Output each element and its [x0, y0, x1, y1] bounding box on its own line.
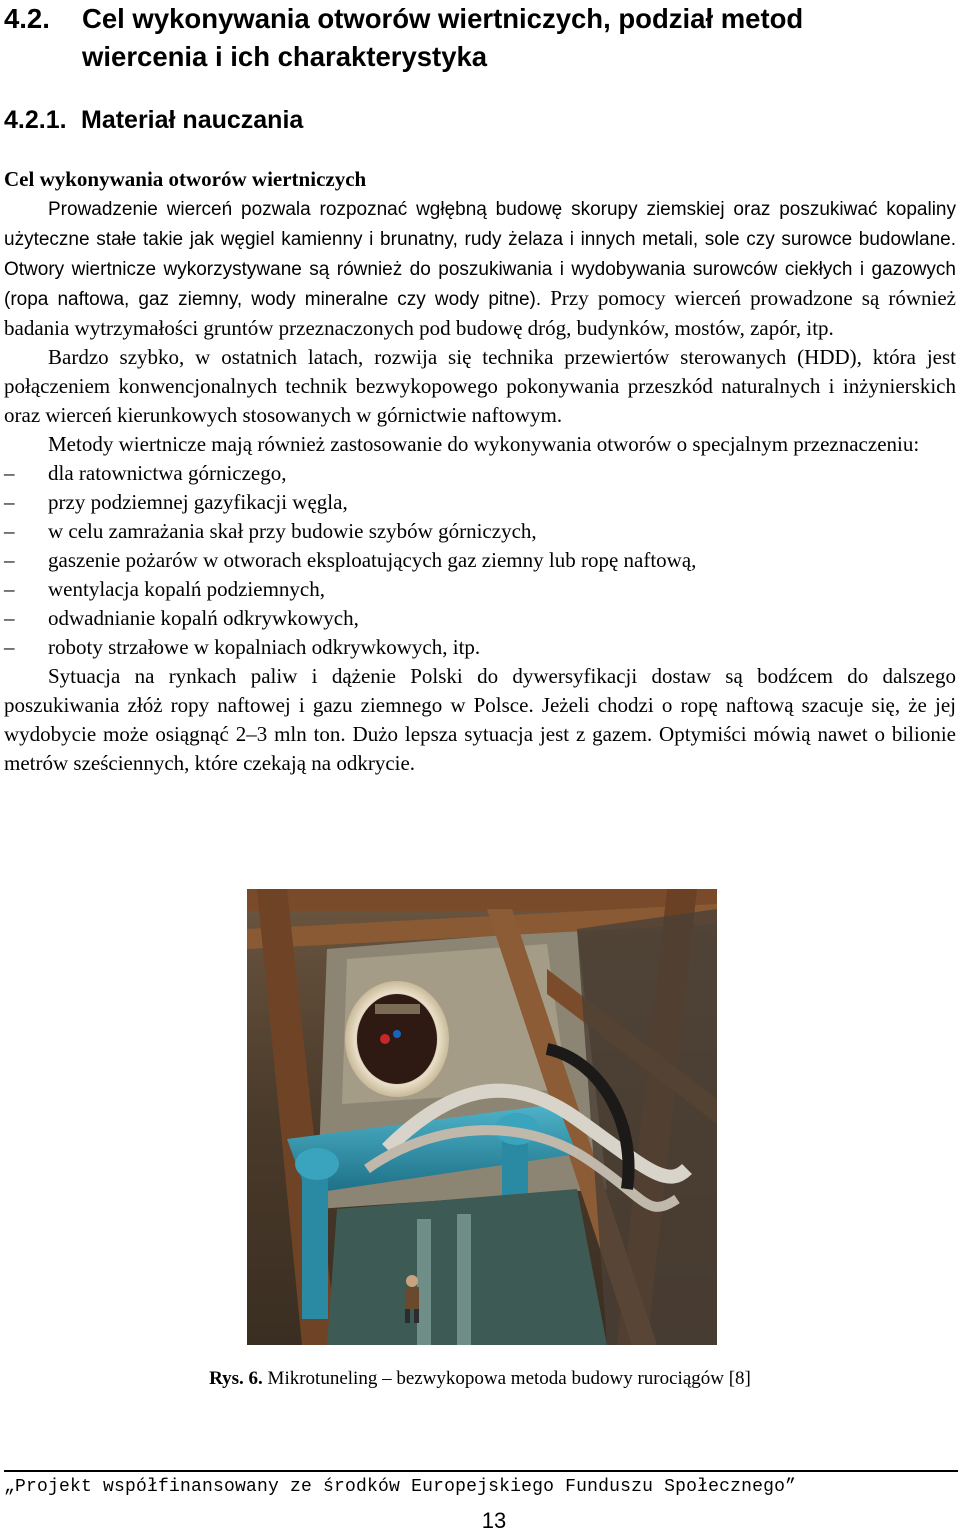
list-item-text: dla ratownictwa górniczego, — [48, 461, 287, 485]
paragraph-2: Bardzo szybko, w ostatnich latach, rozwija się technika przewiertów sterowanych (HDD), która jest połączeniem konwencjonalnych technik bezwykopowego pokonywania przeszkód naturalnych i inżynierskich oraz wierceń kierunkowych stosowanych w górnictwie naftowym. — [4, 345, 956, 427]
microtunneling-photo-drawing — [247, 889, 717, 1345]
list-item-text: przy podziemnej gazyfikacji węgla, — [48, 490, 348, 514]
page-number: 13 — [481, 1508, 507, 1533]
list-item-text: w celu zamrażania skał przy budowie szybów górniczych, — [48, 519, 537, 543]
paragraph-1-serif: Przy pomocy wierceń prowadzone są również badania wytrzymałości gruntów przeznaczonych pod budowę dróg, budynków, mostów, zapór, itp. — [4, 286, 956, 340]
footer-divider — [4, 1470, 958, 1472]
list-item — [4, 546, 956, 575]
figure-caption — [4, 1366, 956, 1392]
list-item — [4, 517, 956, 546]
list-item — [4, 604, 956, 633]
subsection-heading-text: Materiał nauczania — [81, 106, 304, 134]
figure-caption-text: Mikrotuneling – bezwykopowa metoda budowy rurociągów [8] — [267, 1368, 751, 1389]
paragraph-1 — [4, 194, 956, 343]
section-title: Cel wykonywania otworów wiertniczych — [4, 167, 367, 191]
list-item-text: roboty strzałowe w kopalniach odkrywkowych, itp. — [48, 635, 481, 659]
microtunneling-photo — [247, 889, 717, 1345]
list-dash: – — [4, 635, 15, 659]
subsection-heading-number: 4.2.1. — [4, 106, 67, 134]
list-item — [4, 488, 956, 517]
subsection-heading — [4, 101, 303, 139]
list-item — [4, 633, 956, 662]
list-item-text: gaszenie pożarów w otworach eksploatujących gaz ziemny lub ropę naftową, — [48, 548, 697, 572]
paragraph-3: Metody wiertnicze mają również zastosowanie do wykonywania otworów o specjalnym przeznaczeniu: — [48, 432, 920, 456]
list-dash: – — [4, 519, 15, 543]
purpose-list — [4, 459, 956, 662]
section-heading-line2: wiercenia i ich charakterystyka — [82, 41, 488, 72]
document-page — [4, 0, 956, 1533]
list-dash: – — [4, 606, 15, 630]
list-item — [4, 459, 956, 488]
section-heading — [4, 0, 956, 76]
list-dash: – — [4, 490, 15, 514]
list-dash: – — [4, 577, 15, 601]
paragraph-1-sans: Prowadzenie wierceń pozwala rozpoznać wgłębną budowę skorupy ziemskiej oraz poszukiwać kopaliny użyteczne stałe takie jak węgiel kamienny i brunatny, rudy żelaza i innych metali, sole czy surowce budowlane. Otwory wiertnicze wykorzystywane są również do poszukiwania i wydobywania surowców ciekłych i gazowych (ropa naftowa, gaz ziemny, wody mineralne czy wody pitne). — [4, 199, 956, 310]
list-dash: – — [4, 461, 15, 485]
list-dash: – — [4, 548, 15, 572]
list-item — [4, 575, 956, 604]
section-heading-line1: Cel wykonywania otworów wiertniczych, podział metod — [82, 3, 804, 34]
footer-text: „Projekt współfinansowany ze środków Europejskiego Funduszu Społecznego” — [4, 1477, 797, 1497]
list-item-text: odwadnianie kopalń odkrywkowych, — [48, 606, 359, 630]
figure-caption-label: Rys. 6. — [209, 1368, 263, 1389]
list-item-text: wentylacja kopalń podziemnych, — [48, 577, 325, 601]
paragraph-4: Sytuacja na rynkach paliw i dążenie Polski do dywersyfikacji dostaw są bodźcem do dalszego poszukiwania złóż ropy naftowej i gazu ziemnego w Polsce. Jeżeli chodzi o ropę naftową szacuje się, że jej wydobycie może osiągnąć 2–3 mln ton. Dużo lepsza sytuacja jest z gazem. Optymiści mówią nawet o bilionie metrów sześciennych, które czekają na odkrycie. — [4, 664, 956, 775]
section-heading-number: 4.2. — [4, 3, 50, 34]
body-text — [4, 165, 956, 778]
